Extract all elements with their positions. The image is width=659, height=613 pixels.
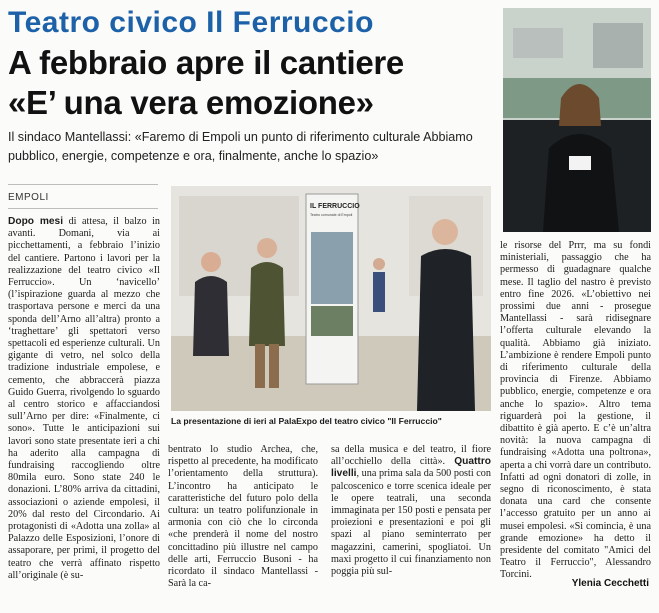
article-column-3-lead: Quattro livelli	[331, 456, 492, 480]
article-column-3-rest: , una prima sala da 500 posti con palcoscenico e torre scenica ideale per le opere teatrali, una seconda immaginata per 150 posti e pensata per proiezioni e presentazioni e poi gli spazi al piano seminterrato per magazzini, camerini, spogliatoi. Un maxi progetto il cui finanziamento non poggia più sul-	[331, 468, 491, 578]
panel-title: IL FERRUCCIO	[310, 203, 360, 210]
article-column-1-text: di attesa, il balzo in avanti. Domani, via ai picchettamenti, a febbraio l’inizio del cantiere. Partono i lavori per la realizzazione del teatro civico «Il Ferruccio». Un ‘navicello’ (l’ispirazione guarda al mezzo che trasportava persone e merci da una sponda dell’Arno all’altra) pronto a ‘traghettare’ gli spettatori verso spettacoli ed esperienze culturali. Un gigante di vetro, nel solco della tradizione industriale empolese, e cemento, che abbraccerà piazza Guido Guerra, rivolgendo lo sguardo al centro storico e affacciandosi sull’Arno per dire: «Finalmente, ci sono». Tutte le anticipazioni sui lavori sono state presentate ieri a chi ha aderito alla campagna di fundraising raccogliendo oltre 80mila euro. Sono state 240 le donazioni. L’80% arriva da cittadini, associazioni o aziende empolesi, il 20% dal resto del Circondario. Ai protagonisti di «Adotta una zolla» al Palazzo delle Esposizioni, l’onore di assaporare, per primi, il progetto del teatro che verrà affinato rispetto all’originale (è su-	[8, 216, 161, 581]
kicker: Teatro civico Il Ferruccio	[8, 6, 374, 39]
article-column-4: le risorse del Prrr, ma su fondi ministeriali, passaggio che ha permesso di guadagnare qualche mese. Il taglio del nastro è previsto entro fine 2026. «L’obiettivo nei prossimi due anni - prosegue Mantellassi - sarà ridisegnare l’offerta culturale elevando la qualità. Abbiamo già iniziato. L’ambizione è rendere Empoli punto di riferimento culturale della provincia di Firenze. Abbiamo pubblico, energie, competenze e ora anche lo spazio». Altro tema riguarderà poi la gestione, il dibattito è già aperto. E c’è un’altra novità: la nuova campagna di fundraising «Adotta una poltrona», aperta a chi vorrà dare un contributo. Infatti ad ogni donatori di zolle, in segno di riconoscimento, è stata donata una card che consente l’accesso gratuito per un anno ai musei empolesi. «Si comincia, è una grande emozione» ha detto il presidente del comitato "Amici del Teatro il Ferruccio", Alessandro Torcini.	[500, 240, 651, 581]
headline-line-2: «E’ una vera emozione»	[8, 84, 374, 121]
presentation-photo-illustration	[171, 186, 491, 411]
section-rule-top	[8, 184, 158, 185]
article-column-2: bentrato lo studio Archea, che, rispetto al precedente, ha modificato l’orientamento della struttura). L’incontro ha anticipato le caratteristiche del futuro polo della cultura: un teatro polifunzionale in armonia con ciò che lo circonda «che prenderà il nome del nostro concittadino più illustre nel campo delle arti, Ferruccio Busoni - ha ricordato il sindaco Mantellassi - Sarà la ca-	[168, 444, 318, 590]
mayor-photo-illustration	[503, 8, 651, 232]
panel-subtitle: Teatro comunale di Empoli	[310, 213, 353, 217]
section-label: EMPOLI	[8, 192, 49, 203]
subtitle: Il sindaco Mantellassi: «Faremo di Empoli un punto di riferimento culturale Abbiamo pubblico, energie, competenze e ora, finalmente, anche lo spazio»	[8, 130, 473, 163]
article-column-3	[331, 444, 491, 578]
article-column-3-start: sa della musica e del teatro, il fiore all’occhiello della città».	[331, 444, 491, 468]
byline: Ylenia Cecchetti	[571, 578, 649, 589]
presentation-photo	[171, 186, 491, 411]
headline-line-1: A febbraio apre il cantiere	[8, 44, 404, 81]
mayor-photo	[503, 8, 651, 232]
photo-caption: La presentazione di ieri al PalaExpo del teatro civico "Il Ferruccio"	[171, 416, 442, 426]
section-rule-bottom	[8, 208, 158, 209]
article-column-1	[8, 216, 160, 582]
article-lead: Dopo mesi	[8, 216, 64, 227]
